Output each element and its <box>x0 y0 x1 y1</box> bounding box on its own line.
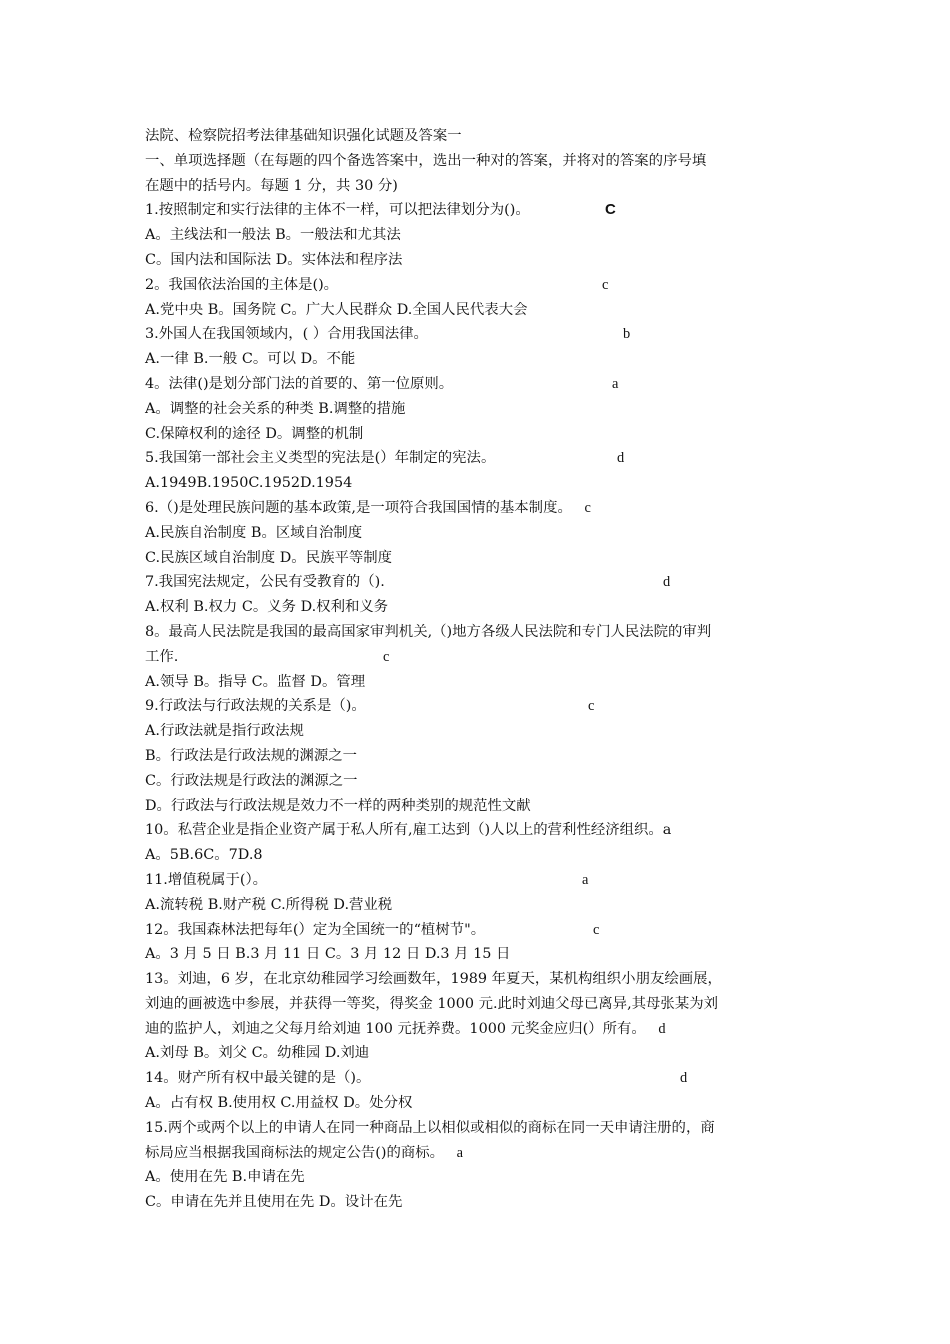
question-text: 3.外国人在我国领域内，( ）合用我国法律。 <box>145 326 428 343</box>
question-line <box>145 496 810 521</box>
option-line: C.保障权利的途径 D。调整的机制 <box>145 425 364 442</box>
question-text: 4。法律()是划分部门法的首要的、第一位原则。 <box>145 375 454 392</box>
question-line: 15.两个或两个以上的申请人在同一种商品上以相似或相似的商标在同一天申请注册的，商 <box>145 1119 715 1136</box>
question-line-continued: 刘迪的画被选中参展，并获得一等奖，得奖金 1000 元.此时刘迪父母已离异,其母张某为刘 <box>145 995 718 1012</box>
section-heading-line-2: 在题中的括号内。每题 1 分，共 30 分) <box>145 177 398 194</box>
answer-key: c <box>593 921 600 938</box>
question-line <box>145 273 810 298</box>
question-line <box>145 198 810 223</box>
question-line: 8。最高人民法院是我国的最高国家审判机关,（)地方各级人民法院和专门人民法院的审判 <box>145 623 712 640</box>
answer-key: b <box>623 326 631 343</box>
answer-key: c <box>602 276 609 293</box>
question-line <box>145 918 810 943</box>
answer-key: a <box>612 375 619 392</box>
document-title: 法院、检察院招考法律基础知识强化试题及答案一 <box>145 128 462 144</box>
question-text: 迪的监护人，刘迪之父每月给刘迪 100 元抚养费。1000 元奖金应归(）所有。 <box>145 1020 646 1037</box>
option-line: C。申请在先并且使用在先 D。设计在先 <box>145 1194 403 1211</box>
question-line <box>145 372 810 397</box>
question-text: 11.增值税属于(）。 <box>145 871 268 888</box>
option-line: A.一律 B.一般 C。可以 D。不能 <box>145 351 356 368</box>
question-text: 7.我国宪法规定，公民有受教育的（). <box>145 574 385 591</box>
question-text: 2。我国依法治国的主体是()。 <box>145 276 339 293</box>
answer-key: c <box>383 648 390 665</box>
question-line <box>145 570 810 595</box>
question-line: 13。刘迪，6 岁，在北京幼稚园学习绘画数年，1989 年夏天，某机构组织小朋友绘画展， <box>145 971 722 988</box>
question-line <box>145 322 810 347</box>
option-line: A。占有权 B.使用权 C.用益权 D。处分权 <box>145 1095 413 1112</box>
question-text: 14。财产所有权中最关键的是（)。 <box>145 1070 371 1087</box>
question-text: 12。我国森林法把每年(）定为全国统一的“植树节"。 <box>145 921 486 938</box>
answer-key: C <box>605 201 616 219</box>
question-line <box>145 694 810 719</box>
option-line: A。使用在先 B.申请在先 <box>145 1169 305 1186</box>
option-line: C。行政法规是行政法的渊源之一 <box>145 772 358 789</box>
option-line: A.党中央 B。国务院 C。广大人民群众 D.全国人民代表大会 <box>145 301 528 318</box>
answer-key: c <box>588 698 595 715</box>
option-line: A.流转税 B.财产税 C.所得税 D.营业税 <box>145 896 393 913</box>
answer-key: a <box>456 1144 464 1161</box>
option-line: A.刘母 B。刘父 C。幼稚园 D.刘迪 <box>145 1045 370 1062</box>
question-text: 9.行政法与行政法规的关系是（)。 <box>145 698 366 715</box>
question-line <box>145 868 810 893</box>
answer-key: d <box>680 1070 688 1087</box>
option-line: A.权利 B.权力 C。义务 D.权利和义务 <box>145 599 389 616</box>
option-line: A。5B.6C。7D.8 <box>145 847 263 864</box>
question-text: 6.（)是处理民族问题的基本政策,是一项符合我国国情的基本制度。 <box>145 499 572 516</box>
answer-key: d <box>658 1020 666 1037</box>
question-line-continued <box>145 1017 810 1042</box>
answer-key: a <box>582 871 589 888</box>
question-line-continued <box>145 1141 810 1166</box>
question-line <box>145 446 810 471</box>
option-line: A。主线法和一般法 B。一般法和尤其法 <box>145 227 401 244</box>
question-line <box>145 1066 810 1091</box>
question-text: 5.我国第一部社会主义类型的宪法是(）年制定的宪法。 <box>145 450 496 467</box>
answer-key: d <box>663 574 671 591</box>
option-line: C.民族区域自治制度 D。民族平等制度 <box>145 549 393 566</box>
option-line: A。3 月 5 日 B.3 月 11 日 C。3 月 12 日 D.3 月 15 日 <box>145 946 511 963</box>
answer-key: c <box>584 499 591 516</box>
option-line: D。行政法与行政法规是效力不一样的两种类别的规范性文献 <box>145 797 531 814</box>
document-body <box>145 124 810 1215</box>
option-line: A。调整的社会关系的种类 B.调整的措施 <box>145 400 406 417</box>
question-text: 1.按照制定和实行法律的主体不一样，可以把法律划分为()。 <box>145 202 530 219</box>
section-heading-line-1: 一、单项选择题（在每题的四个备选答案中，选出一种对的答案，并将对的答案的序号填 <box>145 152 707 169</box>
question-line-continued <box>145 645 810 670</box>
question-line: 10。私营企业是指企业资产属于私人所有,雇工达到（)人以上的营利性经济组织。a <box>145 822 672 839</box>
answer-key: d <box>617 450 625 467</box>
question-text: 标局应当根据我国商标法的规定公告()的商标。 <box>145 1144 445 1161</box>
option-line: A.行政法就是指行政法规 <box>145 723 304 740</box>
question-text: 工作. <box>145 648 179 665</box>
option-line: C。国内法和国际法 D。实体法和程序法 <box>145 251 403 268</box>
option-line: A.1949B.1950C.1952D.1954 <box>145 475 353 492</box>
option-line: B。行政法是行政法规的渊源之一 <box>145 747 358 764</box>
option-line: A.民族自治制度 B。区域自治制度 <box>145 524 363 541</box>
option-line: A.领导 B。指导 C。监督 D。管理 <box>145 673 366 690</box>
